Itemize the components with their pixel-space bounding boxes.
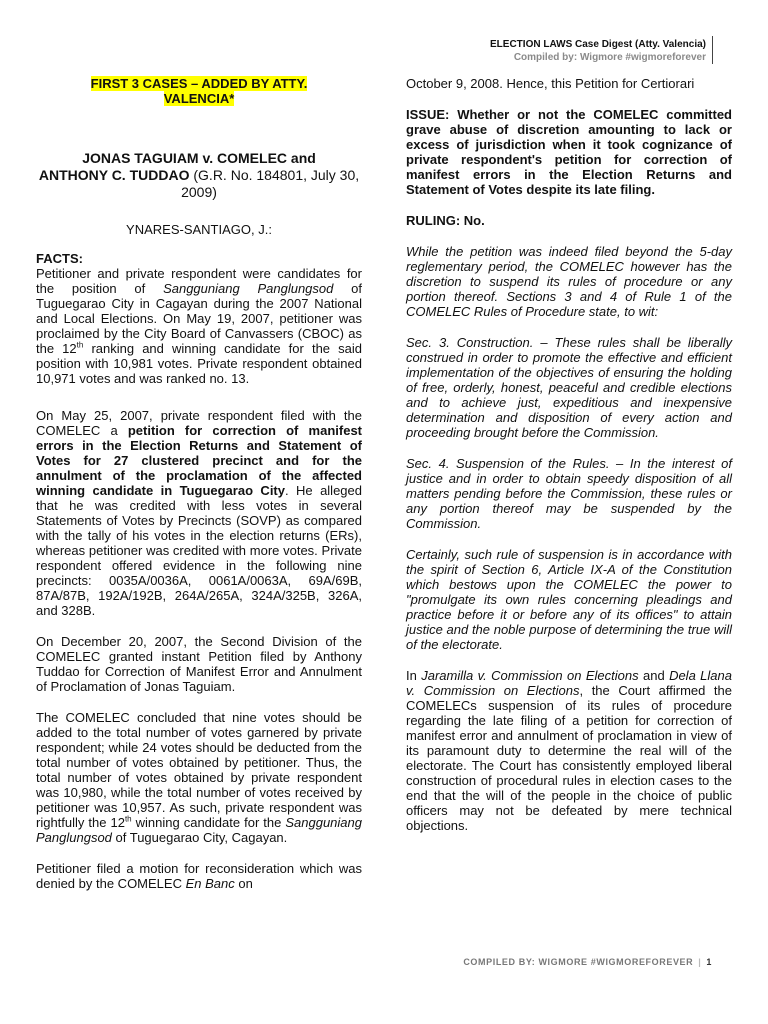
case-gr-number: (G.R. No. 184801, July 30, 2009)	[181, 167, 360, 200]
header-compiled-by: Compiled by: Wigmore #wigmoreforever	[513, 52, 706, 63]
added-by-badge: FIRST 3 CASES – ADDED BY ATTY. VALENCIA*	[90, 76, 308, 106]
left-column	[36, 76, 362, 891]
footer-separator: |	[698, 957, 702, 967]
facts-continuation: October 9, 2008. Hence, this Petition for Certiorari	[406, 76, 695, 91]
facts-paragraph-4: The COMELEC concluded that nine votes should be added to the total number of votes garnered by private respondent; while 24 votes should be deducted from the total number of votes obtained by petitioner. Thus, the total number of votes obtained by private respondent was 10,980, while the total number of votes received by petitioner was 10,957. As such, private respondent was rightfully the 12th winning candidate for the Sangguniang Panglungsod of Tuguegarao City, Cagayan.	[36, 710, 362, 845]
ruling-paragraph-5: In Jaramilla v. Commission on Elections and Dela Llana v. Commission on Elections, the Court affirmed the COMELECs suspension of its rules of procedure regarding the late filing of a petition for correction of manifest error and annulment of proclamation in view of its paramount duty to determine the real will of the electorate. The Court has consistently employed liberal construction of procedural rules in election cases to the end that the will of the people in the choice of public officers may not be defeated by mere technical objections.	[406, 668, 732, 833]
ruling-paragraph-4: Certainly, such rule of suspension is in accordance with the spirit of Section 6, Article IX-A of the Constitution which bestows upon the COMELEC the power to "promulgate its own rules concerning pleadings and practice before it or before any of its offices" to attain justice and the noble purpose of determining the true will of the electorate.	[406, 547, 732, 652]
footer-compiled-by: COMPILED BY: WIGMORE #WIGMOREFOREVER	[463, 957, 694, 967]
ruling-heading: RULING: No.	[406, 213, 485, 228]
facts-paragraph-5: Petitioner filed a motion for reconsideration which was denied by the COMELEC En Banc on	[36, 861, 362, 891]
ponente: YNARES-SANTIAGO, J.:	[126, 222, 272, 237]
issue-paragraph: ISSUE: Whether or not the COMELEC committed grave abuse of discretion amounting to lack or excess of jurisdiction when it took cognizance of private respondent's petition for correction of manifest errors in the Election Returns and Statement of Votes despite its late filing.	[406, 107, 732, 197]
header-title: ELECTION LAWS Case Digest (Atty. Valencia)	[490, 39, 706, 50]
ruling-sec-4: Sec. 4. Suspension of the Rules. – In the interest of justice and in order to obtain speedy disposition of all matters pending before the Commission, these rules or any portion thereof may be suspended by the Commission.	[406, 456, 732, 531]
case-title: JONAS TAGUIAM v. COMELEC and ANTHONY C. TUDDAO (G.R. No. 184801, July 30, 2009)	[38, 150, 360, 200]
running-header	[490, 38, 706, 64]
facts-heading: FACTS:	[36, 251, 83, 266]
ruling-sec-3: Sec. 3. Construction. – These rules shall be liberally construed in order to promote the effective and efficient implementation of the objectives of ensuring the holding of free, orderly, honest, peaceful and credible elections and to achieve just, expeditious and inexpensive determination and disposition of every action and proceeding brought before the Commission.	[406, 335, 732, 440]
facts-paragraph-3: On December 20, 2007, the Second Division of the COMELEC granted instant Petition filed by Anthony Tuddao for Correction of Manifest Error and Annulment of Proclamation of Jonas Taguiam.	[36, 634, 362, 694]
facts-paragraph-2: On May 25, 2007, private respondent filed with the COMELEC a petition for correction of manifest errors in the Election Returns and Statement of Votes for 27 clustered precinct and for the annulment of the proclamation of the affected winning candidate in Tuguegarao City. He alleged that he was credited with less votes in several Statements of Votes by Precincts (SOVP) as compared with the tally of his votes in the election returns (ERs), whereas petitioner was credited with more votes. Private respondent offered evidence in the following nine precincts: 0035A/0036A, 0061A/0063A, 69A/69B, 87A/87B, 192A/192B, 264A/265A, 324A/325B, 326A, and 328B.	[36, 408, 362, 618]
ruling-paragraph-1: While the petition was indeed filed beyond the 5-day reglementary period, the COMELEC however has the discretion to suspend its rules of procedure or any portion thereof. Sections 3 and 4 of Rule 1 of the COMELEC Rules of Procedure state, to wit:	[406, 244, 732, 319]
right-column	[406, 76, 732, 833]
page-footer	[463, 957, 712, 967]
facts-paragraph-1: Petitioner and private respondent were candidates for the position of Sangguniang Panglungsod of Tuguegarao City in Cagayan during the 2007 National and Local Elections. On May 19, 2007, petitioner was proclaimed by the City Board of Canvassers (CBOC) as the 12th ranking and winning candidate for the said position with 10,981 votes. Private respondent obtained 10,971 votes and was ranked no. 13.	[36, 266, 362, 386]
page-number: 1	[706, 957, 712, 967]
header-divider	[712, 36, 713, 64]
